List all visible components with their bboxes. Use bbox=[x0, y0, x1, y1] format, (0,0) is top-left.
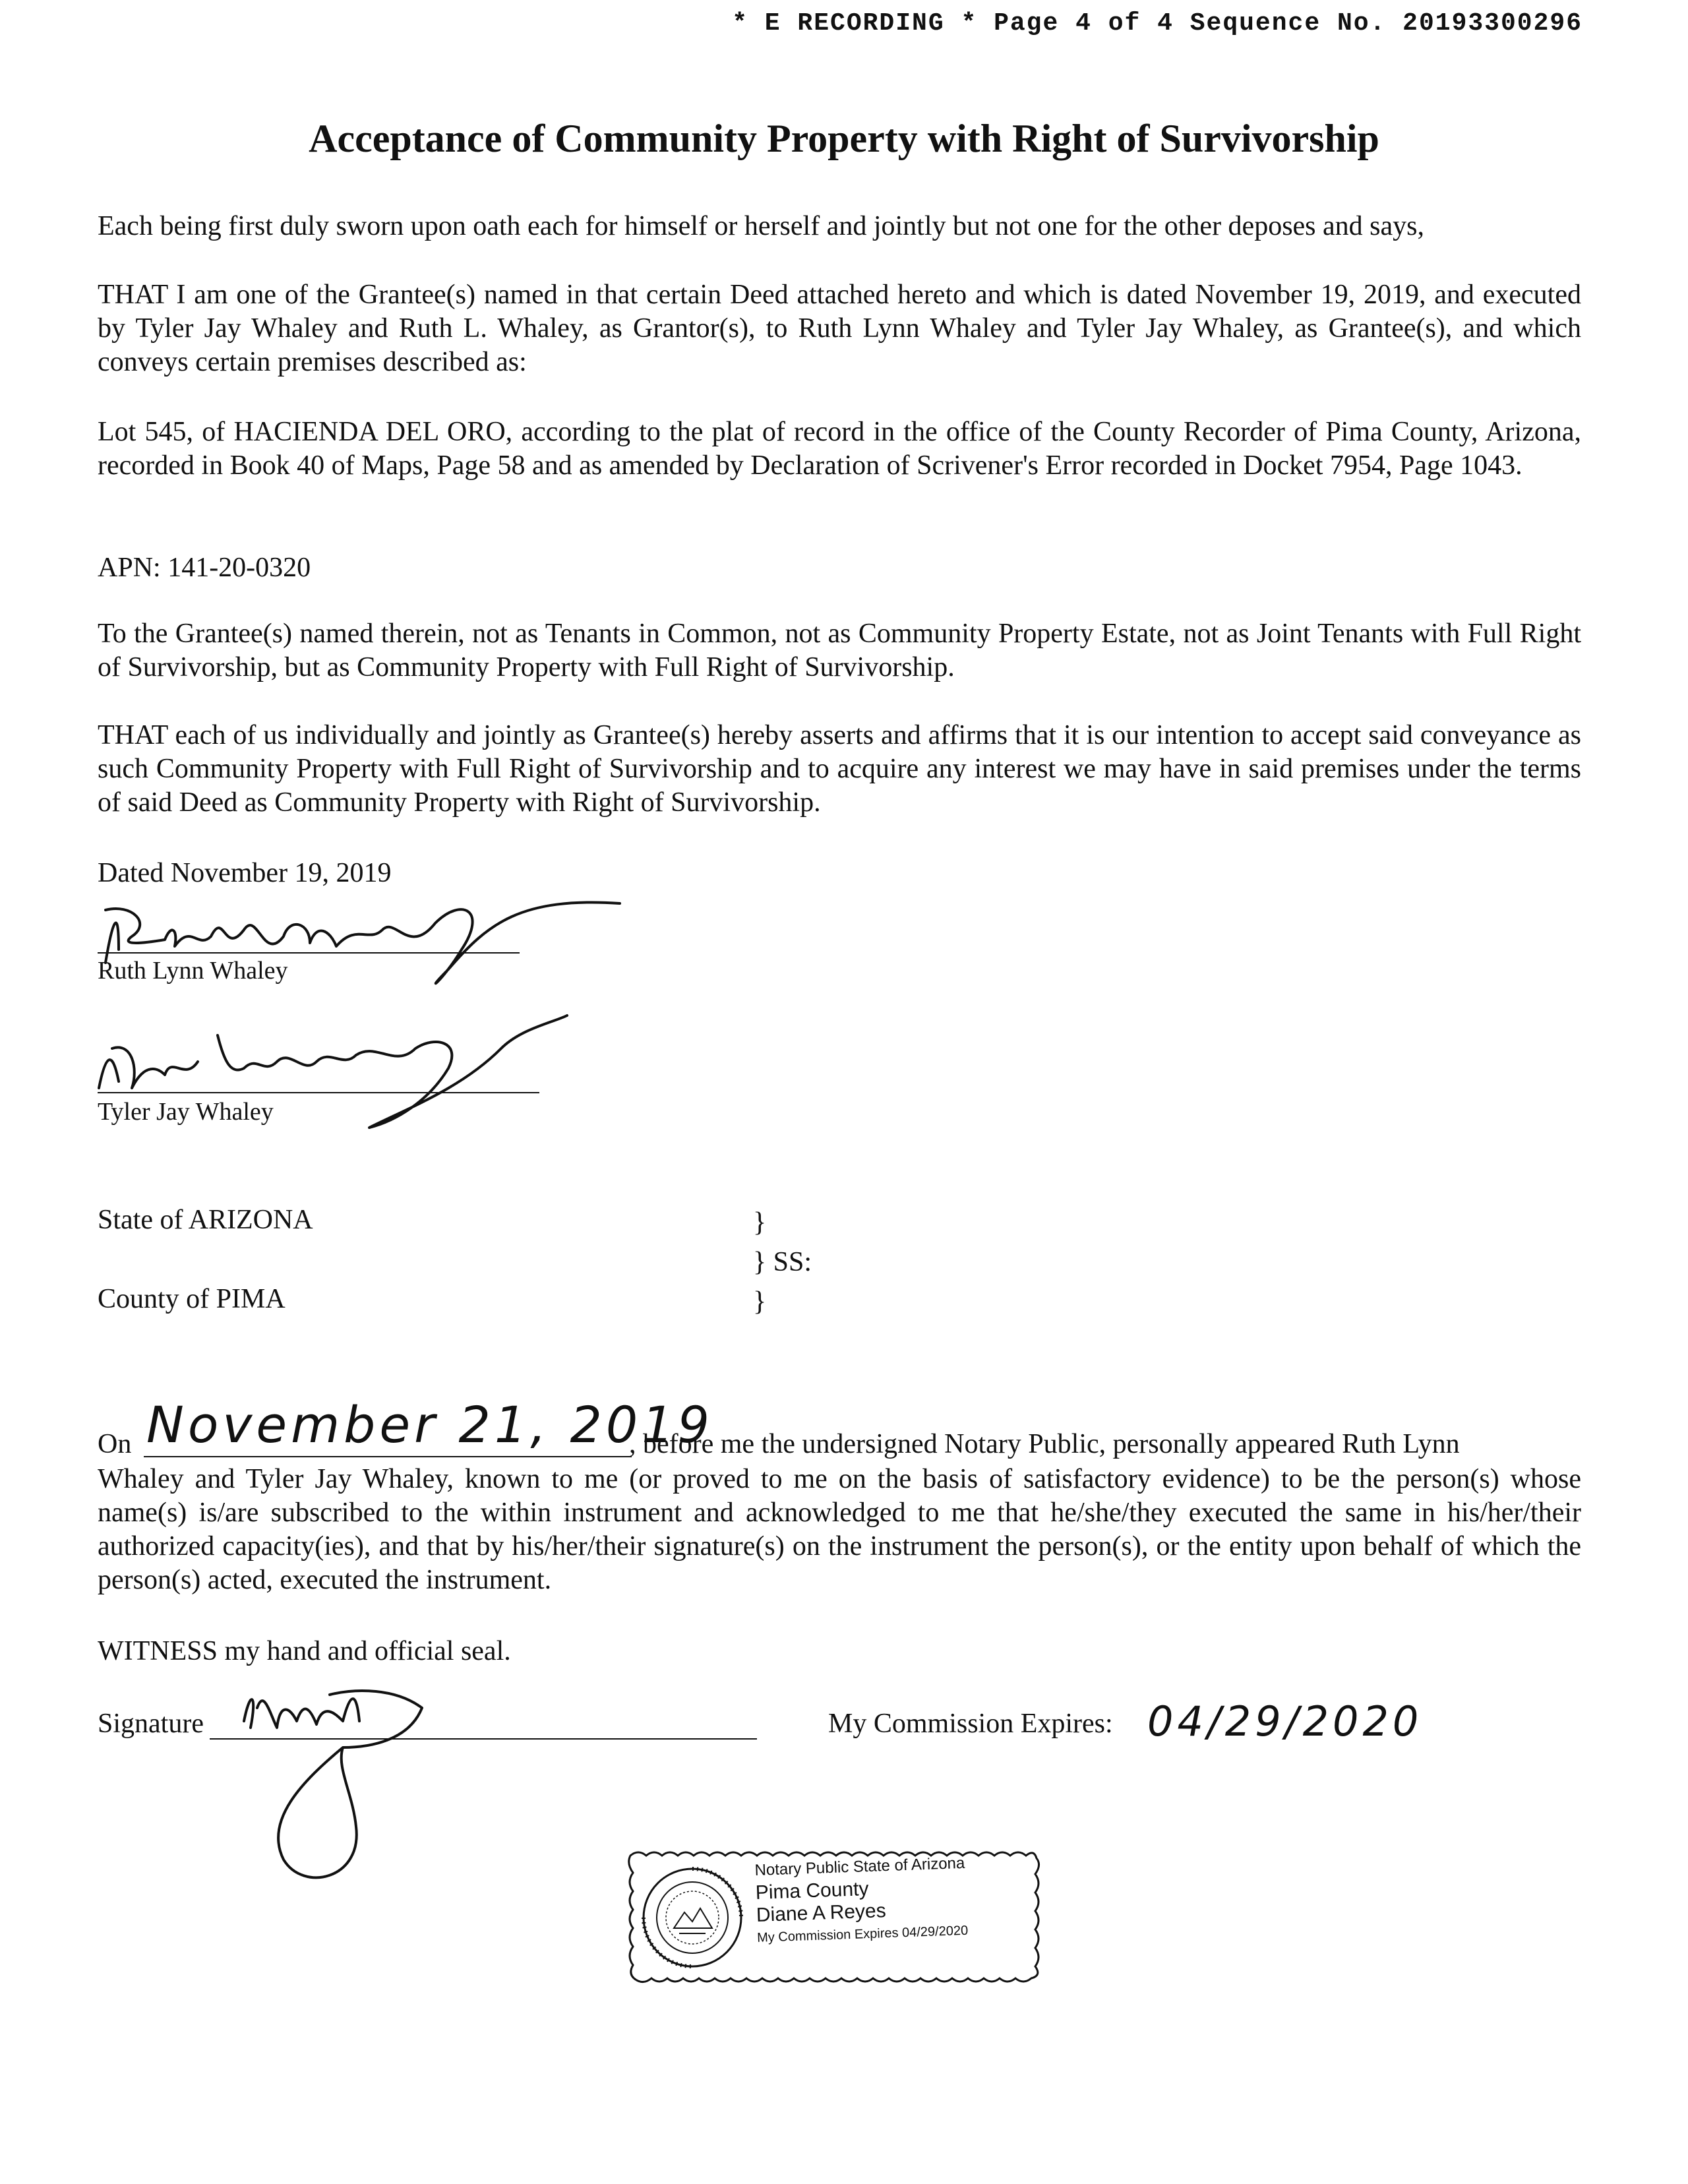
ack-paragraph: Whaley and Tyler Jay Whaley, known to me (or proved to me on the basis of satisfactory evidence) to be the person(s) whose name(s) is/are subscribed to the within instrument and acknowledged to me that he/she/they executed the same in his/her/their authorized capacity(ies), and that by his/her/their signature(s) on the instrument the person(s), or the entity upon behalf of which the person(s) acted, executed the instrument. bbox=[98, 1464, 1581, 1595]
commission-label: My Commission Expires: bbox=[828, 1709, 1113, 1739]
handwritten-commission-date: 04/29/2020 bbox=[1147, 1697, 1423, 1745]
oath-paragraph: Each being first duly sworn upon oath each for himself or herself and jointly but not one for the other deposes and says, bbox=[98, 211, 1425, 241]
on-label: On bbox=[98, 1429, 132, 1459]
dated-line: Dated November 19, 2019 bbox=[98, 858, 392, 888]
grantee-paragraph: THAT I am one of the Grantee(s) named in that certain Deed attached hereto and which is dated November 19, 2019, and executed by Tyler Jay Whaley and Ruth L. Whaley, as Grantor(s), to Ruth Lynn Whaley and Tyler Jay Whaley, as Grantee(s), and which conveys certain premises described as: bbox=[98, 280, 1581, 377]
state-seal-emblem bbox=[640, 1865, 745, 1970]
tenancy-paragraph: To the Grantee(s) named therein, not as Tenants in Common, not as Community Property Estate, not as Joint Tenants with Full Right of Survivorship, but as Community Property with Full Right of Survivorship. bbox=[98, 619, 1581, 682]
ack-first-line: , before me the undersigned Notary Public, personally appeared Ruth Lynn bbox=[629, 1429, 1460, 1459]
stamp-line-2: Pima County bbox=[755, 1877, 869, 1904]
legal-description-paragraph: Lot 545, of HACIENDA DEL ORO, according to the plat of record in the office of the County Recorder of Pima County, Arizona, recorded in Book 40 of Maps, Page 58 and as amended by Declaration of Scrivener's Error recorded in Docket 7954, Page 1043. bbox=[98, 417, 1581, 481]
notary-signature bbox=[224, 1649, 448, 1893]
venue-brace-1: } bbox=[753, 1207, 767, 1238]
signature-line-2 bbox=[98, 1092, 539, 1093]
witness-line: WITNESS my hand and official seal. bbox=[98, 1636, 511, 1666]
notary-stamp bbox=[625, 1845, 1042, 1987]
handwritten-ack-date: November 21, 2019 bbox=[146, 1395, 713, 1454]
stamp-line-3: Diane A Reyes bbox=[756, 1900, 887, 1926]
document-title: Acceptance of Community Property with Right of Survivorship bbox=[309, 117, 1379, 160]
apn-line: APN: 141-20-0320 bbox=[98, 553, 311, 583]
signature-line-1 bbox=[98, 952, 520, 954]
signer-name-2: Tyler Jay Whaley bbox=[98, 1098, 274, 1126]
signature-label: Signature bbox=[98, 1709, 204, 1739]
venue-state: State of ARIZONA bbox=[98, 1205, 313, 1235]
venue-brace-2: } bbox=[753, 1287, 767, 1317]
venue-county: County of PIMA bbox=[98, 1284, 286, 1314]
stamp-line-4: My Commission Expires 04/29/2020 bbox=[756, 1923, 969, 1945]
recording-header: * E RECORDING * Page 4 of 4 Sequence No. 20193300296 bbox=[732, 9, 1582, 38]
ack-date-line bbox=[144, 1456, 632, 1457]
stamp-line-1: Notary Public State of Arizona bbox=[754, 1854, 965, 1879]
signer-name-1: Ruth Lynn Whaley bbox=[98, 957, 288, 985]
stamp-text bbox=[754, 1850, 1034, 1949]
venue-ss: } SS: bbox=[753, 1247, 812, 1277]
affirmation-paragraph: THAT each of us individually and jointly as Grantee(s) hereby asserts and affirms that it is our intention to accept said conveyance as such Community Property with Full Right of Survivorship and to acquire any interest we may have in said premises under the terms of said Deed as Community Property with Right of Survivorship. bbox=[98, 720, 1581, 818]
